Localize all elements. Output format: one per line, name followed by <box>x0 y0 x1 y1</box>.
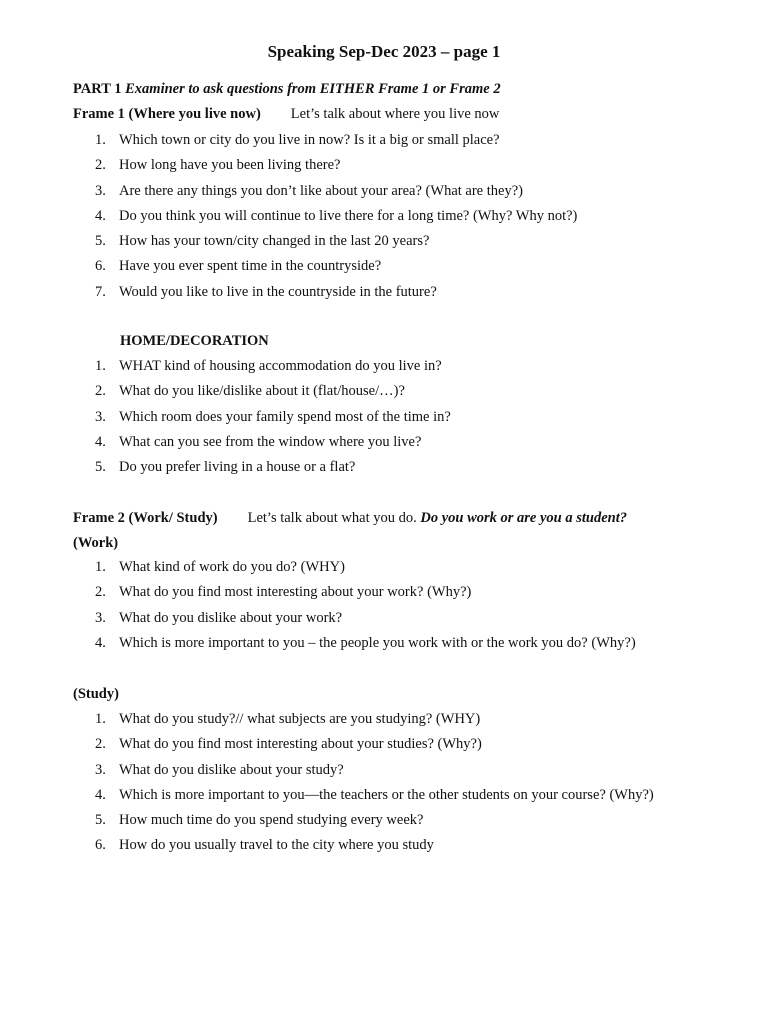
list-item: 3. What do you dislike about your work? <box>95 609 343 626</box>
list-item: 1. WHAT kind of housing accommodation do you live in? <box>95 358 442 374</box>
home-question-list <box>95 358 451 484</box>
frame1-label: Frame 1 (Where you live now) <box>73 106 261 122</box>
list-item: 5. Do you prefer living in a house or a flat? <box>95 459 356 476</box>
work-question-list <box>95 559 636 660</box>
frame1-prompt: Let’s talk about where you live now <box>290 106 500 122</box>
part1-label: PART 1 <box>73 81 122 97</box>
list-item: 4. Which is more important to you – the people you work with or the work you do? (Why?) <box>95 634 636 651</box>
list-item: 2. What do you find most interesting about your work? (Why?) <box>95 584 472 601</box>
list-item: 2. What do you like/dislike about it (flat/house/…)? <box>95 383 405 400</box>
list-item: 7. Would you like to live in the countryside in the future? <box>95 283 437 300</box>
frame1-question-list <box>95 132 577 309</box>
frame2-prompt: Let’s talk about what you do. <box>247 510 417 526</box>
list-item: 3. Which room does your family spend most of the time in? <box>95 408 451 425</box>
frame1-header <box>73 106 499 123</box>
frame2-prompt-question: Do you work or are you a student? <box>420 510 628 526</box>
list-item: 3. What do you dislike about your study? <box>95 761 344 778</box>
home-decoration-heading: HOME/DECORATION <box>120 333 269 349</box>
list-item: 6. Have you ever spent time in the countryside? <box>95 258 382 275</box>
list-item: 5. How much time do you spend studying every week? <box>95 812 424 829</box>
list-item: 5. How has your town/city changed in the last 20 years? <box>95 233 430 250</box>
list-item: 2. How long have you been living there? <box>95 157 341 174</box>
list-item: 4. What can you see from the window where you live? <box>95 433 422 450</box>
part1-header <box>73 81 501 98</box>
list-item: 6. How do you usually travel to the city where you study <box>95 837 434 854</box>
frame2-header <box>73 510 627 527</box>
list-item: 3. Are there any things you don’t like about your area? (What are they?) <box>95 182 523 199</box>
list-item: 1. What kind of work do you do? (WHY) <box>95 559 345 575</box>
list-item: 2. What do you find most interesting about your studies? (Why?) <box>95 736 482 753</box>
list-item: 1. Which town or city do you live in now? Is it a big or small place? <box>95 132 500 148</box>
frame2-label: Frame 2 (Work/ Study) <box>73 510 218 526</box>
work-heading: (Work) <box>73 535 119 551</box>
list-item: 4. Do you think you will continue to live there for a long time? (Why? Why not?) <box>95 207 578 224</box>
study-heading: (Study) <box>73 686 119 702</box>
list-item: 4. Which is more important to you—the teachers or the other students on your course? (Why?) <box>95 786 654 803</box>
study-question-list <box>95 711 654 863</box>
page-title: Speaking Sep-Dec 2023 – page 1 <box>267 42 501 61</box>
list-item: 1. What do you study?// what subjects are you studying? (WHY) <box>95 711 481 727</box>
part1-instruction: Examiner to ask questions from EITHER Frame 1 or Frame 2 <box>125 81 501 97</box>
